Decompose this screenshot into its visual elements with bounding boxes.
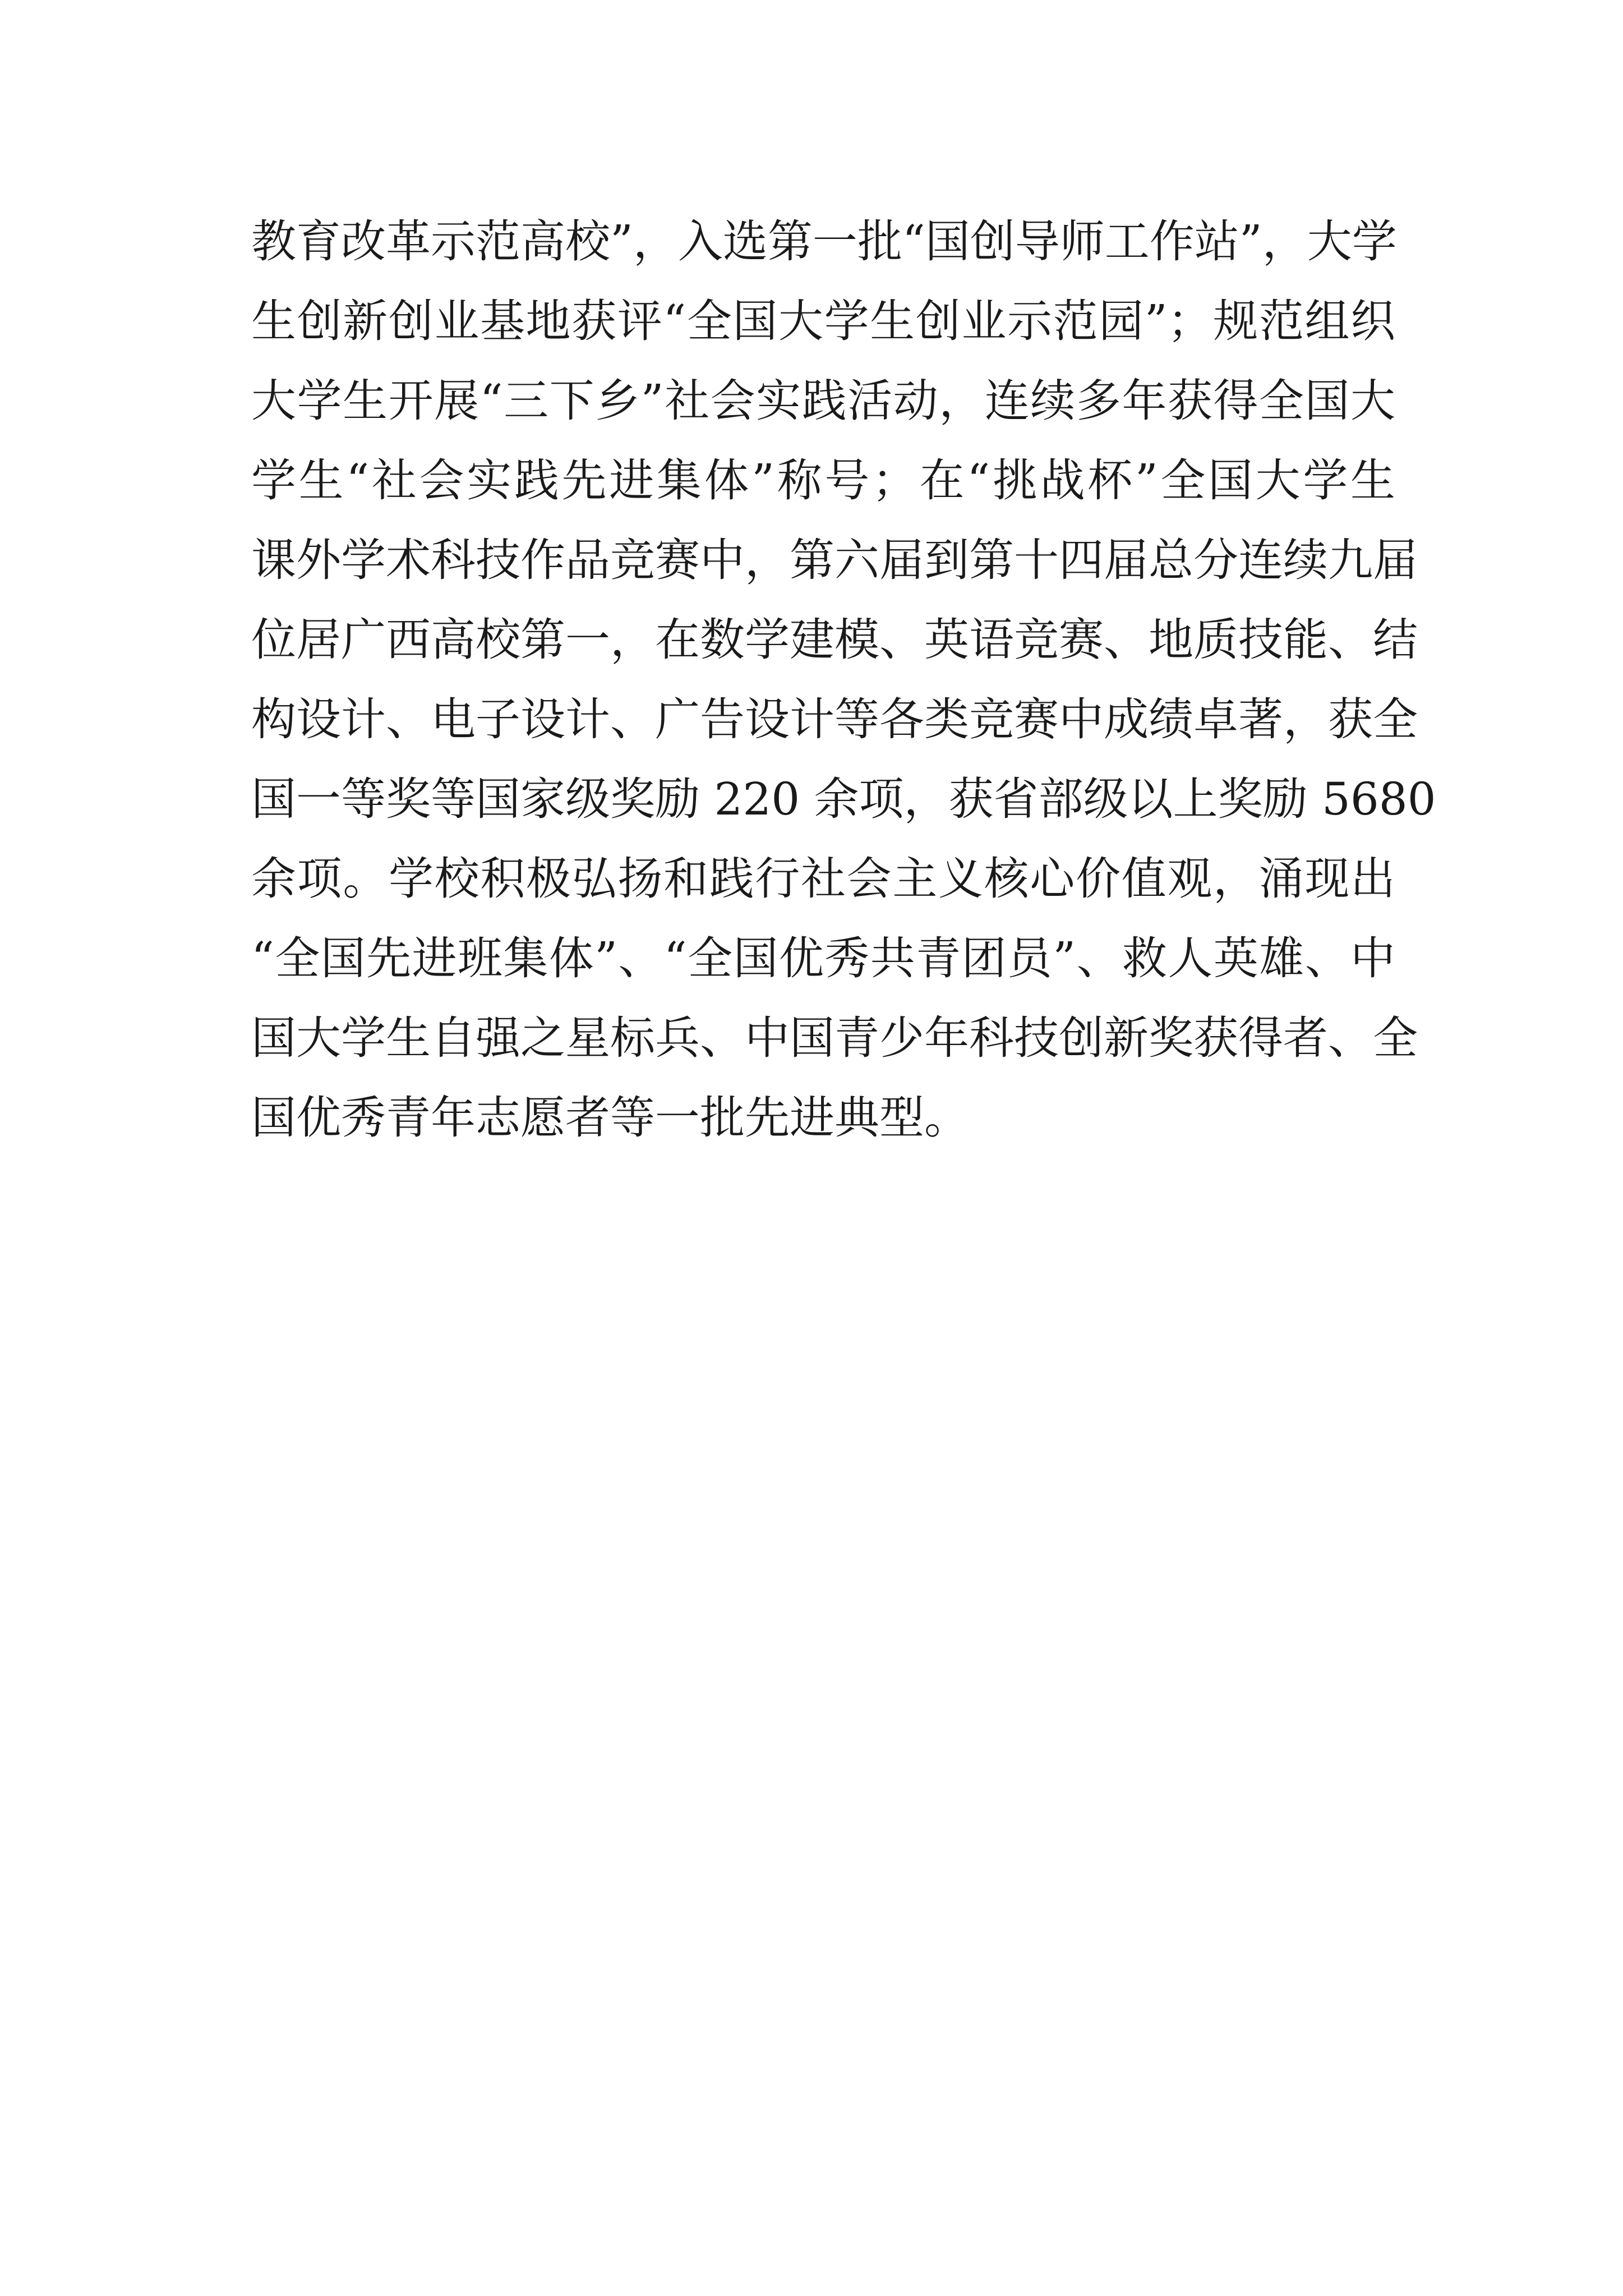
text-line: 国一等奖等国家级奖励 220 余项，获省部级以上奖励 5680 xyxy=(251,773,1436,825)
text-line: 大学生开展“三下乡”社会实践活动，连续多年获得全国大 xyxy=(251,375,1395,427)
text-line: 课外学术科技作品竞赛中，第六届到第十四届总分连续九届 xyxy=(251,534,1418,586)
text-line: 教育改革示范高校”，入选第一批“国创导师工作站”，大学 xyxy=(251,215,1397,268)
text-line: 构设计、电子设计、广告设计等各类竞赛中成绩卓著，获全 xyxy=(251,693,1418,746)
text-line: 生创新创业基地获评“全国大学生创业示范园”；规范组织 xyxy=(251,295,1395,347)
text-line: “全国先进班集体”、“全国优秀共青团员”、救人英雄、中 xyxy=(251,932,1395,984)
text-line: 国大学生自强之星标兵、中国青少年科技创新奖获得者、全 xyxy=(251,1012,1418,1064)
text-line: 余项。学校积极弘扬和践行社会主义核心价值观，涌现出 xyxy=(251,853,1395,905)
text-line: 位居广西高校第一，在数学建模、英语竞赛、地质技能、结 xyxy=(251,614,1418,666)
body-paragraph xyxy=(251,202,1436,1158)
text-line: 学生“社会实践先进集体”称号；在“挑战杯”全国大学生 xyxy=(251,454,1395,507)
text-line: 国优秀青年志愿者等一批先进典型。 xyxy=(251,1092,969,1144)
